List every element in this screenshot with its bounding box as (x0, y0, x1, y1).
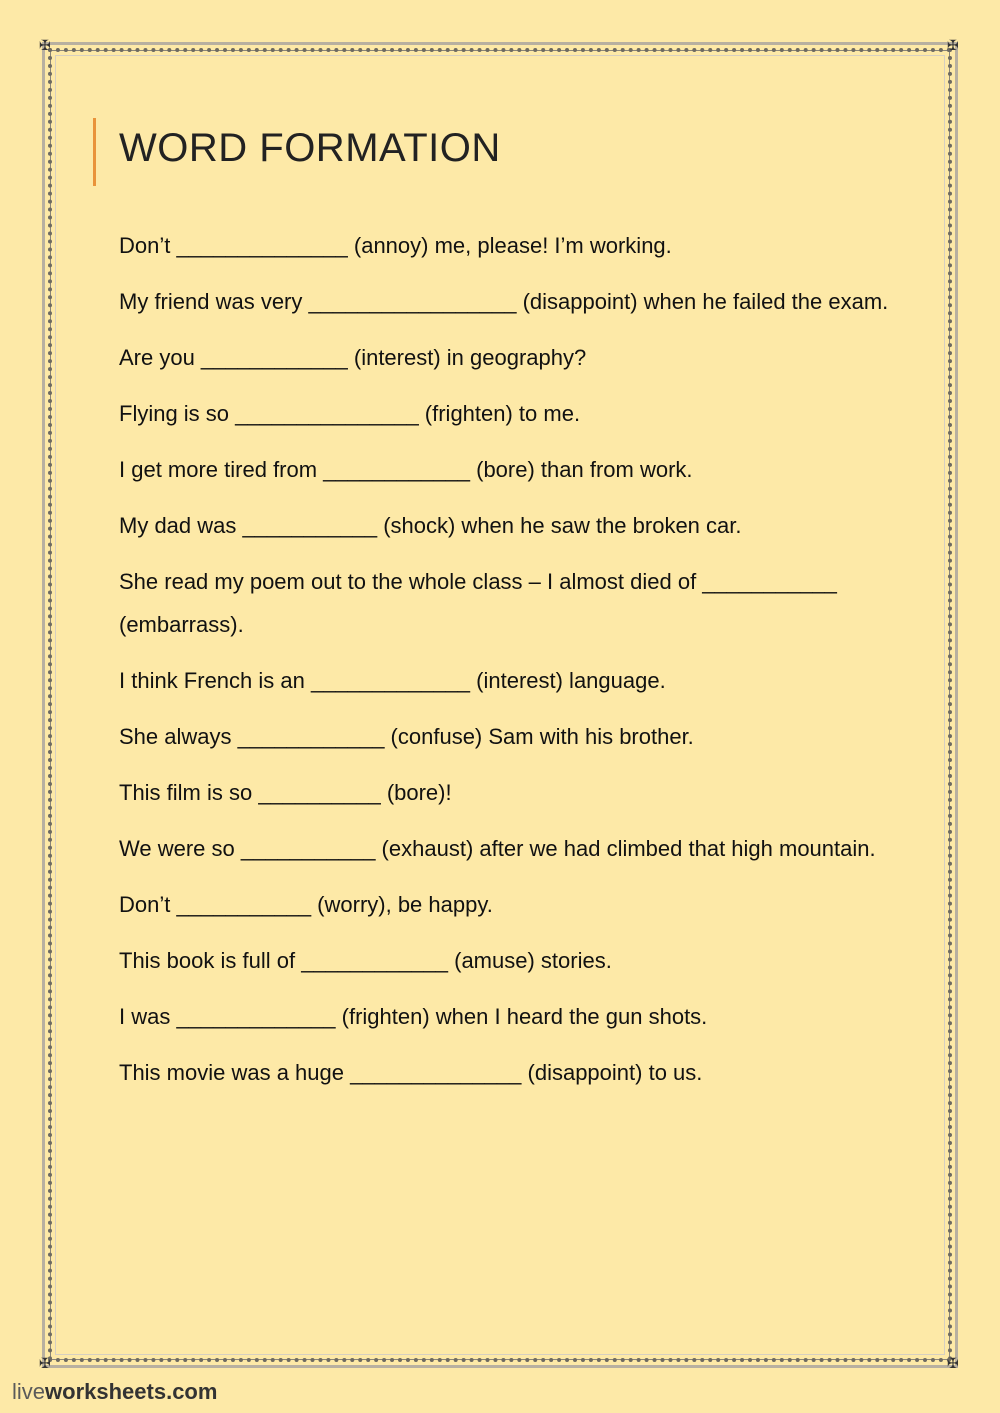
footer-brand-bold: worksheets (45, 1379, 167, 1404)
exercise-item: She always ____________ (confuse) Sam with his brother. (119, 724, 694, 749)
exercise-item: This movie was a huge ______________ (disappoint) to us. (119, 1060, 703, 1085)
footer-brand-light: live (12, 1379, 46, 1404)
exercise-item: I get more tired from ____________ (bore) than from work. (119, 457, 693, 482)
exercise-item: Don’t ______________ (annoy) me, please! I’m working. (119, 233, 672, 258)
exercise-item: My friend was very _________________ (disappoint) when he failed the exam. (119, 289, 889, 314)
footer-brand-tld: .com (166, 1379, 218, 1404)
exercise-item: This film is so __________ (bore)! (119, 780, 452, 805)
page-title: WORD FORMATION (119, 126, 501, 170)
exercise-item: Flying is so _______________ (frighten) to me. (119, 401, 581, 426)
title-accent-bar (93, 118, 96, 186)
exercise-list (119, 224, 889, 1107)
exercise-item: We were so ___________ (exhaust) after we had climbed that high mountain. (119, 836, 876, 861)
exercise-item: Don’t ___________ (worry), be happy. (119, 892, 493, 917)
corner-ornament-icon: ✠ (947, 1355, 959, 1371)
corner-ornament-icon: ✠ (39, 1355, 51, 1371)
exercise-item: I think French is an _____________ (interest) language. (119, 668, 666, 693)
exercise-item: This book is full of ____________ (amuse) stories. (119, 948, 612, 973)
footer-brand (12, 1379, 217, 1405)
exercise-item: My dad was ___________ (shock) when he saw the broken car. (119, 513, 742, 538)
exercise-item: She read my poem out to the whole class – I almost died of ___________ (embarrass). (119, 569, 837, 637)
corner-ornament-icon: ✠ (947, 37, 959, 53)
corner-ornament-icon: ✠ (39, 37, 51, 53)
exercise-item: I was _____________ (frighten) when I heard the gun shots. (119, 1004, 708, 1029)
exercise-item: Are you ____________ (interest) in geography? (119, 345, 587, 370)
